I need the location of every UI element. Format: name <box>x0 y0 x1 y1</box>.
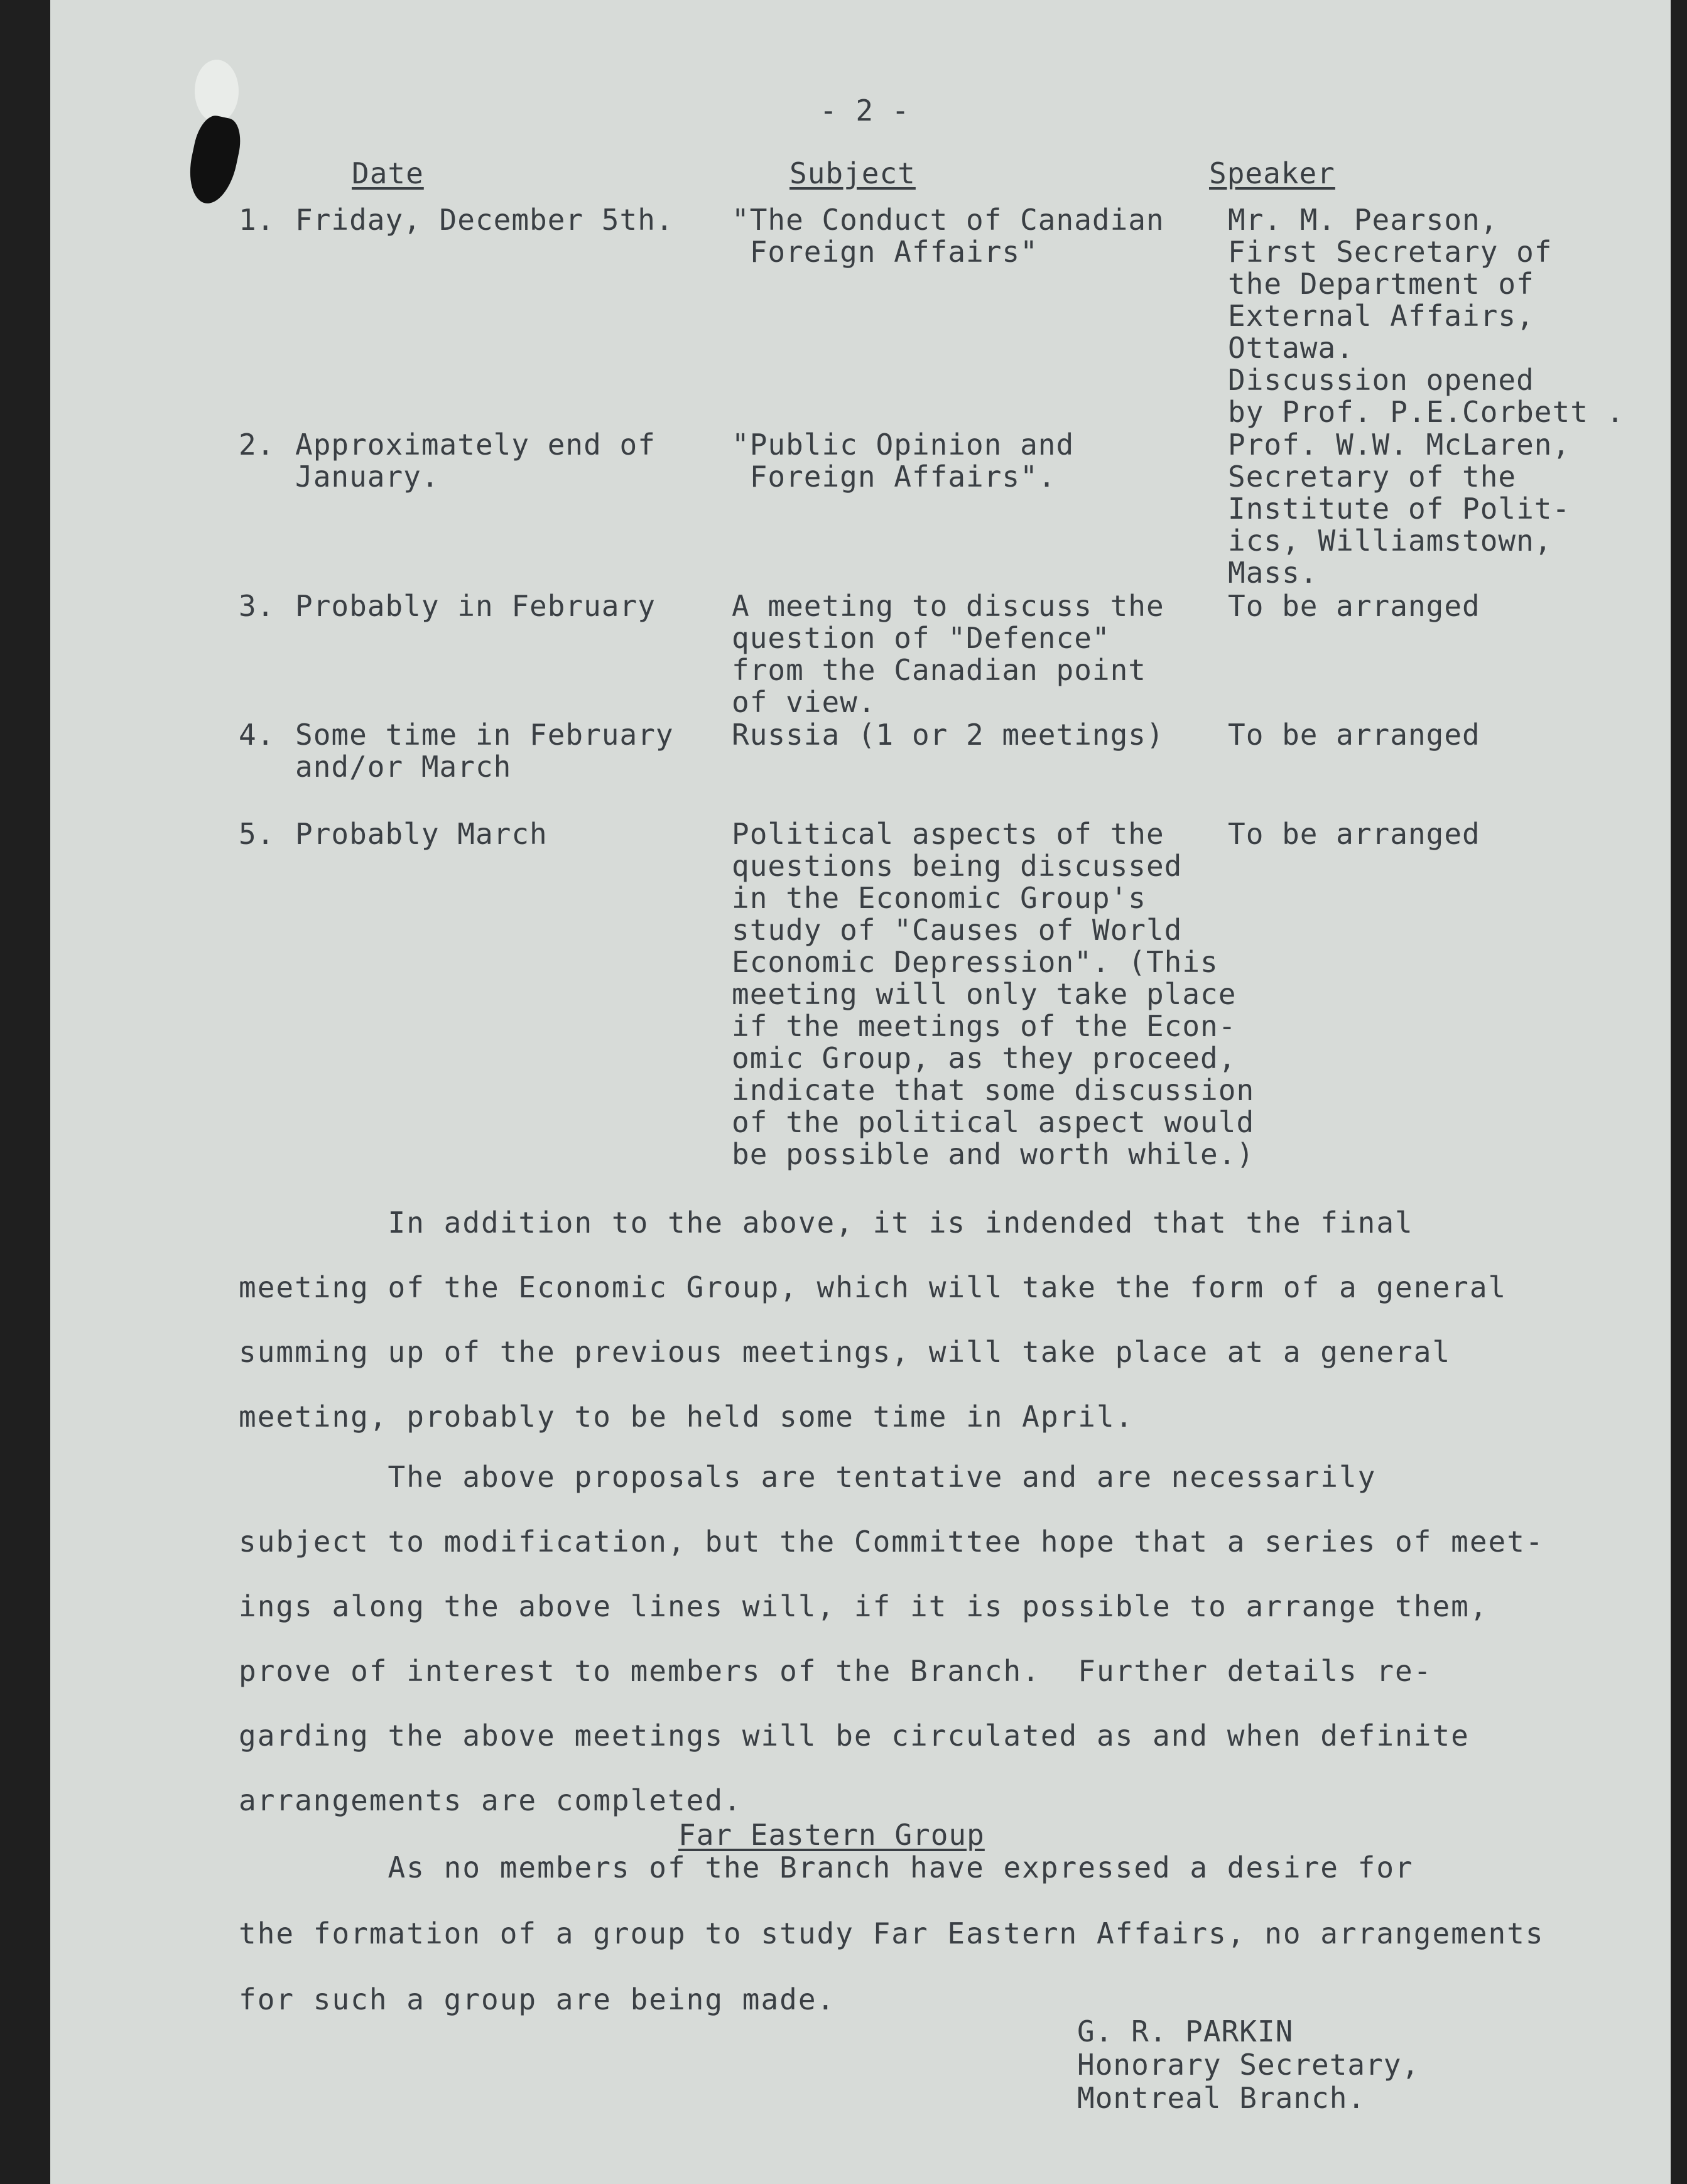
paragraph-2-line-4: prove of interest to members of the Branch. Further details re- <box>239 1654 1433 1688</box>
signature-title: Honorary Secretary, <box>1077 2048 1420 2082</box>
header-subject: Subject <box>789 156 916 190</box>
row-3-subject: A meeting to discuss the question of "Defence" from the Canadian point of view. <box>732 589 1164 719</box>
row-5-date: Probably March <box>295 817 548 851</box>
paragraph-1-line-3: summing up of the previous meetings, will take place at a general <box>239 1335 1451 1369</box>
row-3-number: 3. <box>239 589 275 623</box>
row-4-speaker: To be arranged <box>1228 718 1480 752</box>
row-4-date: Some time in February and/or March <box>295 718 674 784</box>
row-2-date: Approximately end of January. <box>295 428 656 494</box>
header-speaker: Speaker <box>1209 156 1335 190</box>
row-3-date: Probably in February <box>295 589 656 623</box>
punch-hole <box>183 112 246 208</box>
paragraph-2-line-6: arrangements are completed. <box>239 1783 742 1817</box>
paragraph-3-line-1: As no members of the Branch have expressed a desire for <box>239 1851 1414 1884</box>
header-date: Date <box>352 156 424 190</box>
document-page <box>50 0 1671 2184</box>
paragraph-2-line-2: subject to modification, but the Committee hope that a series of meet- <box>239 1525 1544 1559</box>
row-1-number: 1. <box>239 203 275 237</box>
paragraph-1-line-4: meeting, probably to be held some time in April. <box>239 1400 1134 1434</box>
paragraph-2-line-1: The above proposals are tentative and are necessarily <box>239 1460 1377 1494</box>
paper-tear <box>195 60 239 122</box>
row-4-number: 4. <box>239 718 275 752</box>
row-2-speaker: Prof. W.W. McLaren, Secretary of the Institute of Polit- ics, Williamstown, Mass. <box>1228 428 1571 590</box>
row-5-speaker: To be arranged <box>1228 817 1480 851</box>
paragraph-2-line-5: garding the above meetings will be circulated as and when definite <box>239 1719 1470 1753</box>
row-5-number: 5. <box>239 817 275 851</box>
section-heading-far-eastern-group: Far Eastern Group <box>678 1818 985 1852</box>
signature-branch: Montreal Branch. <box>1077 2081 1366 2115</box>
row-5-subject: Political aspects of the questions being discussed in the Economic Group's study of "Causes of World Economic Depression". (This meeting will only take place if the meetings of the Econ- omic Group, as they proceed, indicate that some discussion of the political aspect would be possible and worth while.) <box>732 817 1255 1171</box>
paragraph-3-line-2: the formation of a group to study Far Eastern Affairs, no arrangements <box>239 1916 1544 1950</box>
paragraph-1-line-2: meeting of the Economic Group, which will take the form of a general <box>239 1270 1507 1304</box>
row-1-speaker: Mr. M. Pearson, First Secretary of the Department of External Affairs, Ottawa. Discussion opened by Prof. P.E.Corbett . <box>1228 203 1625 429</box>
paragraph-2-line-3: ings along the above lines will, if it is possible to arrange them, <box>239 1589 1489 1623</box>
paragraph-1-line-1: In addition to the above, it is indended that the final <box>239 1206 1414 1240</box>
row-1-date: Friday, December 5th. <box>295 203 674 237</box>
row-2-subject: "Public Opinion and Foreign Affairs". <box>732 428 1075 494</box>
row-1-subject: "The Conduct of Canadian Foreign Affairs" <box>732 203 1164 269</box>
row-4-subject: Russia (1 or 2 meetings) <box>732 718 1164 752</box>
paragraph-3-line-3: for such a group are being made. <box>239 1982 836 2016</box>
row-2-number: 2. <box>239 428 275 462</box>
row-3-speaker: To be arranged <box>1228 589 1480 623</box>
page-number: - 2 - <box>820 94 910 127</box>
signature-name: G. R. PARKIN <box>1077 2014 1294 2048</box>
